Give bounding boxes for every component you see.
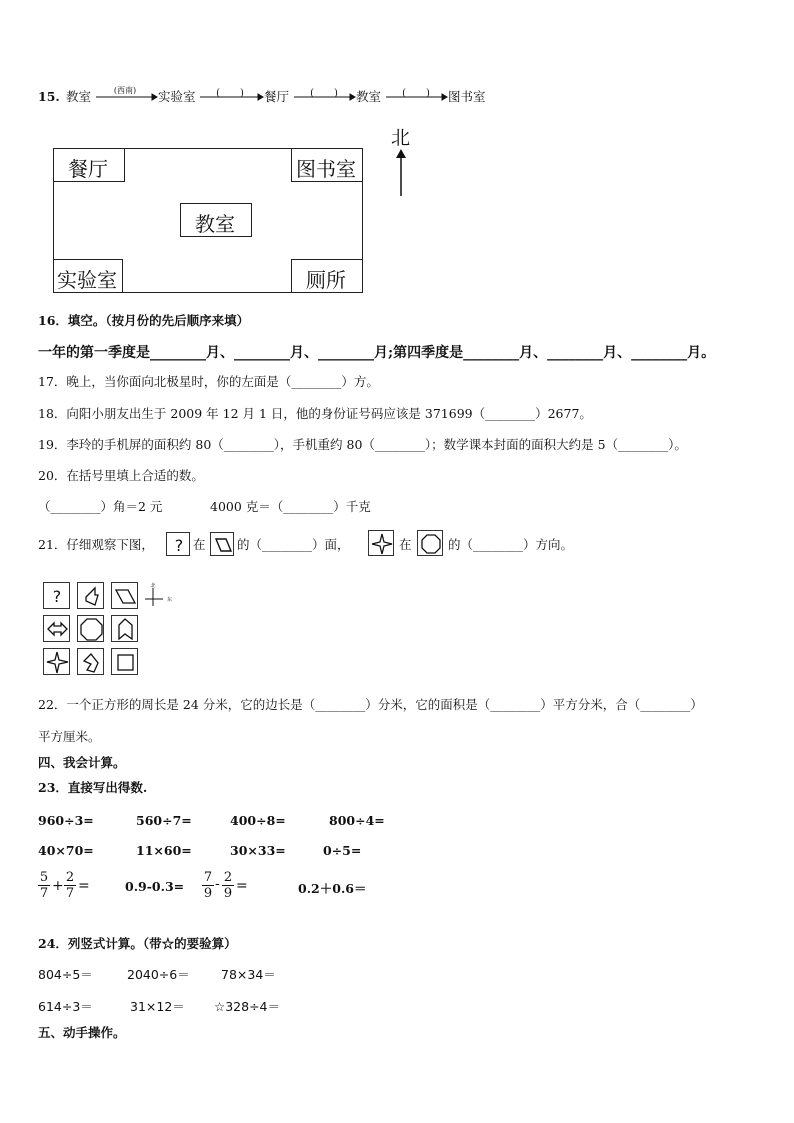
q22-line-1: 22．一个正方形的周长是 24 分米，它的边长是（________）分米，它的面积是（________）平方分米，合（________） xyxy=(38,697,703,712)
q23-r2-c1: 40×70= xyxy=(38,843,94,858)
plus-sign: + xyxy=(52,878,64,894)
q15-place-4: 教室 xyxy=(356,89,382,104)
q23-fraction xyxy=(222,870,234,901)
denominator: 7 xyxy=(39,886,49,901)
folded-shape-icon xyxy=(77,648,104,675)
compass-east-label: 东 xyxy=(167,597,173,603)
q21-text-4: 在 xyxy=(399,537,412,552)
q18-text: 18．向阳小朋友出生于 2009 年 12 月 1 日，他的身份证号码应该是 371699（________）2677。 xyxy=(38,406,592,421)
q19-text: 19．李玲的手机屏的面积约 80（________），手机重约 80（________）；数学课本封面的面积大约是 5（________）。 xyxy=(38,437,687,452)
q24-r1-c1: 804÷5＝ xyxy=(38,967,93,982)
parallelogram-icon xyxy=(210,532,234,556)
q23-r3-c2: 0.9-0.3= xyxy=(125,879,185,894)
arrow-shape-icon xyxy=(77,582,104,609)
q15-arrow-label-4: ( ) xyxy=(402,88,430,99)
q23-r1-c4: 800÷4= xyxy=(329,813,385,828)
q15-place-5: 图书室 xyxy=(448,89,486,104)
square-icon xyxy=(111,648,138,675)
map-room-label: 实验室 xyxy=(57,268,117,292)
q16-line: 一年的第一季度是________月、________月、________月;第四季度是________月、________月、________月。 xyxy=(38,345,716,361)
map-room-label: 餐厅 xyxy=(68,157,108,181)
map-room-label: 图书室 xyxy=(296,157,356,181)
q15-arrows xyxy=(0,0,794,120)
numerator: 2 xyxy=(223,870,233,885)
octagon-icon xyxy=(77,615,104,642)
q23-fraction xyxy=(38,870,50,901)
q24-title: 24．列竖式计算。（带☆的要验算） xyxy=(38,936,237,951)
equals-sign: = xyxy=(78,878,90,894)
q22-line-2: 平方厘米。 xyxy=(38,729,101,744)
q23-r1-c2: 560÷7= xyxy=(136,813,192,828)
map-room-label: 教室 xyxy=(195,212,235,236)
q23-r2-c2: 11×60= xyxy=(136,843,192,858)
q23-title: 23．直接写出得数. xyxy=(38,780,148,795)
denominator: 7 xyxy=(65,886,75,901)
q20-title: 20．在括号里填上合适的数。 xyxy=(38,468,204,483)
map-room-lab xyxy=(53,259,123,293)
numerator: 2 xyxy=(65,870,75,885)
q15-number: 15. xyxy=(38,89,60,104)
map-room-library xyxy=(291,148,363,182)
q23-r3-c4: 0.2＋0.6＝ xyxy=(298,881,367,896)
q24-r2-c1: 614÷3＝ xyxy=(38,999,93,1014)
map-room-canteen xyxy=(53,148,125,182)
q16-title: 16．填空。（按月份的先后顺序来填） xyxy=(38,313,250,328)
north-arrow-icon xyxy=(393,148,409,198)
q24-r1-c3: 78×34＝ xyxy=(221,967,276,982)
q15-arrow-label-3: ( ) xyxy=(310,88,338,99)
octagon-icon xyxy=(417,530,443,556)
compass-north-label: 北 xyxy=(150,583,156,589)
q24-r1-c2: 2040÷6＝ xyxy=(127,967,190,982)
q15-place-2: 实验室 xyxy=(158,89,196,104)
q23-r1-c1: 960÷3= xyxy=(38,813,94,828)
section-5-title: 五、动手操作。 xyxy=(38,1025,126,1040)
equals-sign: = xyxy=(236,878,248,894)
minus-sign: - xyxy=(215,876,220,892)
q17-text: 17．晚上，当你面向北极星时，你的左面是（________）方。 xyxy=(38,374,379,389)
double-arrow-icon xyxy=(43,615,70,642)
map-room-toilet xyxy=(291,259,363,293)
star-icon xyxy=(43,648,70,675)
q20-part-b: 4000 克＝（________）千克 xyxy=(210,499,371,514)
compass-icon xyxy=(143,582,175,610)
q21-text-2: 在 xyxy=(193,537,206,552)
parallelogram-icon xyxy=(111,582,138,609)
q23-fraction xyxy=(202,870,214,901)
question-icon xyxy=(43,582,70,609)
q24-r2-c3: ☆328÷4＝ xyxy=(214,999,280,1014)
star-icon xyxy=(368,530,394,556)
q23-r1-c3: 400÷8= xyxy=(230,813,286,828)
q20-part-a: （________）角＝2 元 xyxy=(38,499,163,514)
pentagon-icon xyxy=(111,615,138,642)
denominator: 9 xyxy=(223,886,233,901)
map-room-label: 厕所 xyxy=(306,268,346,292)
numerator: 7 xyxy=(203,870,213,885)
numerator: 5 xyxy=(39,870,49,885)
north-label: 北 xyxy=(391,127,411,149)
q15-arrow-label-2: ( ) xyxy=(216,88,244,99)
q15-place-3: 餐厅 xyxy=(264,89,290,104)
q23-r2-c4: 0÷5= xyxy=(323,843,362,858)
map-room-classroom xyxy=(180,203,252,237)
q15-place-1: 教室 xyxy=(66,89,92,104)
q23-fraction xyxy=(64,870,76,901)
question-icon xyxy=(166,532,190,556)
q21-text-3: 的（________）面， xyxy=(237,537,350,552)
q21-text-1: 21．仔细观察下图， xyxy=(38,537,154,552)
q24-r2-c2: 31×12＝ xyxy=(130,999,185,1014)
q23-r2-c3: 30×33= xyxy=(230,843,286,858)
q21-text-5: 的（________）方向。 xyxy=(448,537,574,552)
svg-text:?: ? xyxy=(174,536,184,555)
section-4-title: 四、我会计算。 xyxy=(38,755,126,770)
svg-text:?: ? xyxy=(52,587,62,606)
q15-arrow-label-1: (西南) xyxy=(113,86,137,95)
denominator: 9 xyxy=(203,886,213,901)
